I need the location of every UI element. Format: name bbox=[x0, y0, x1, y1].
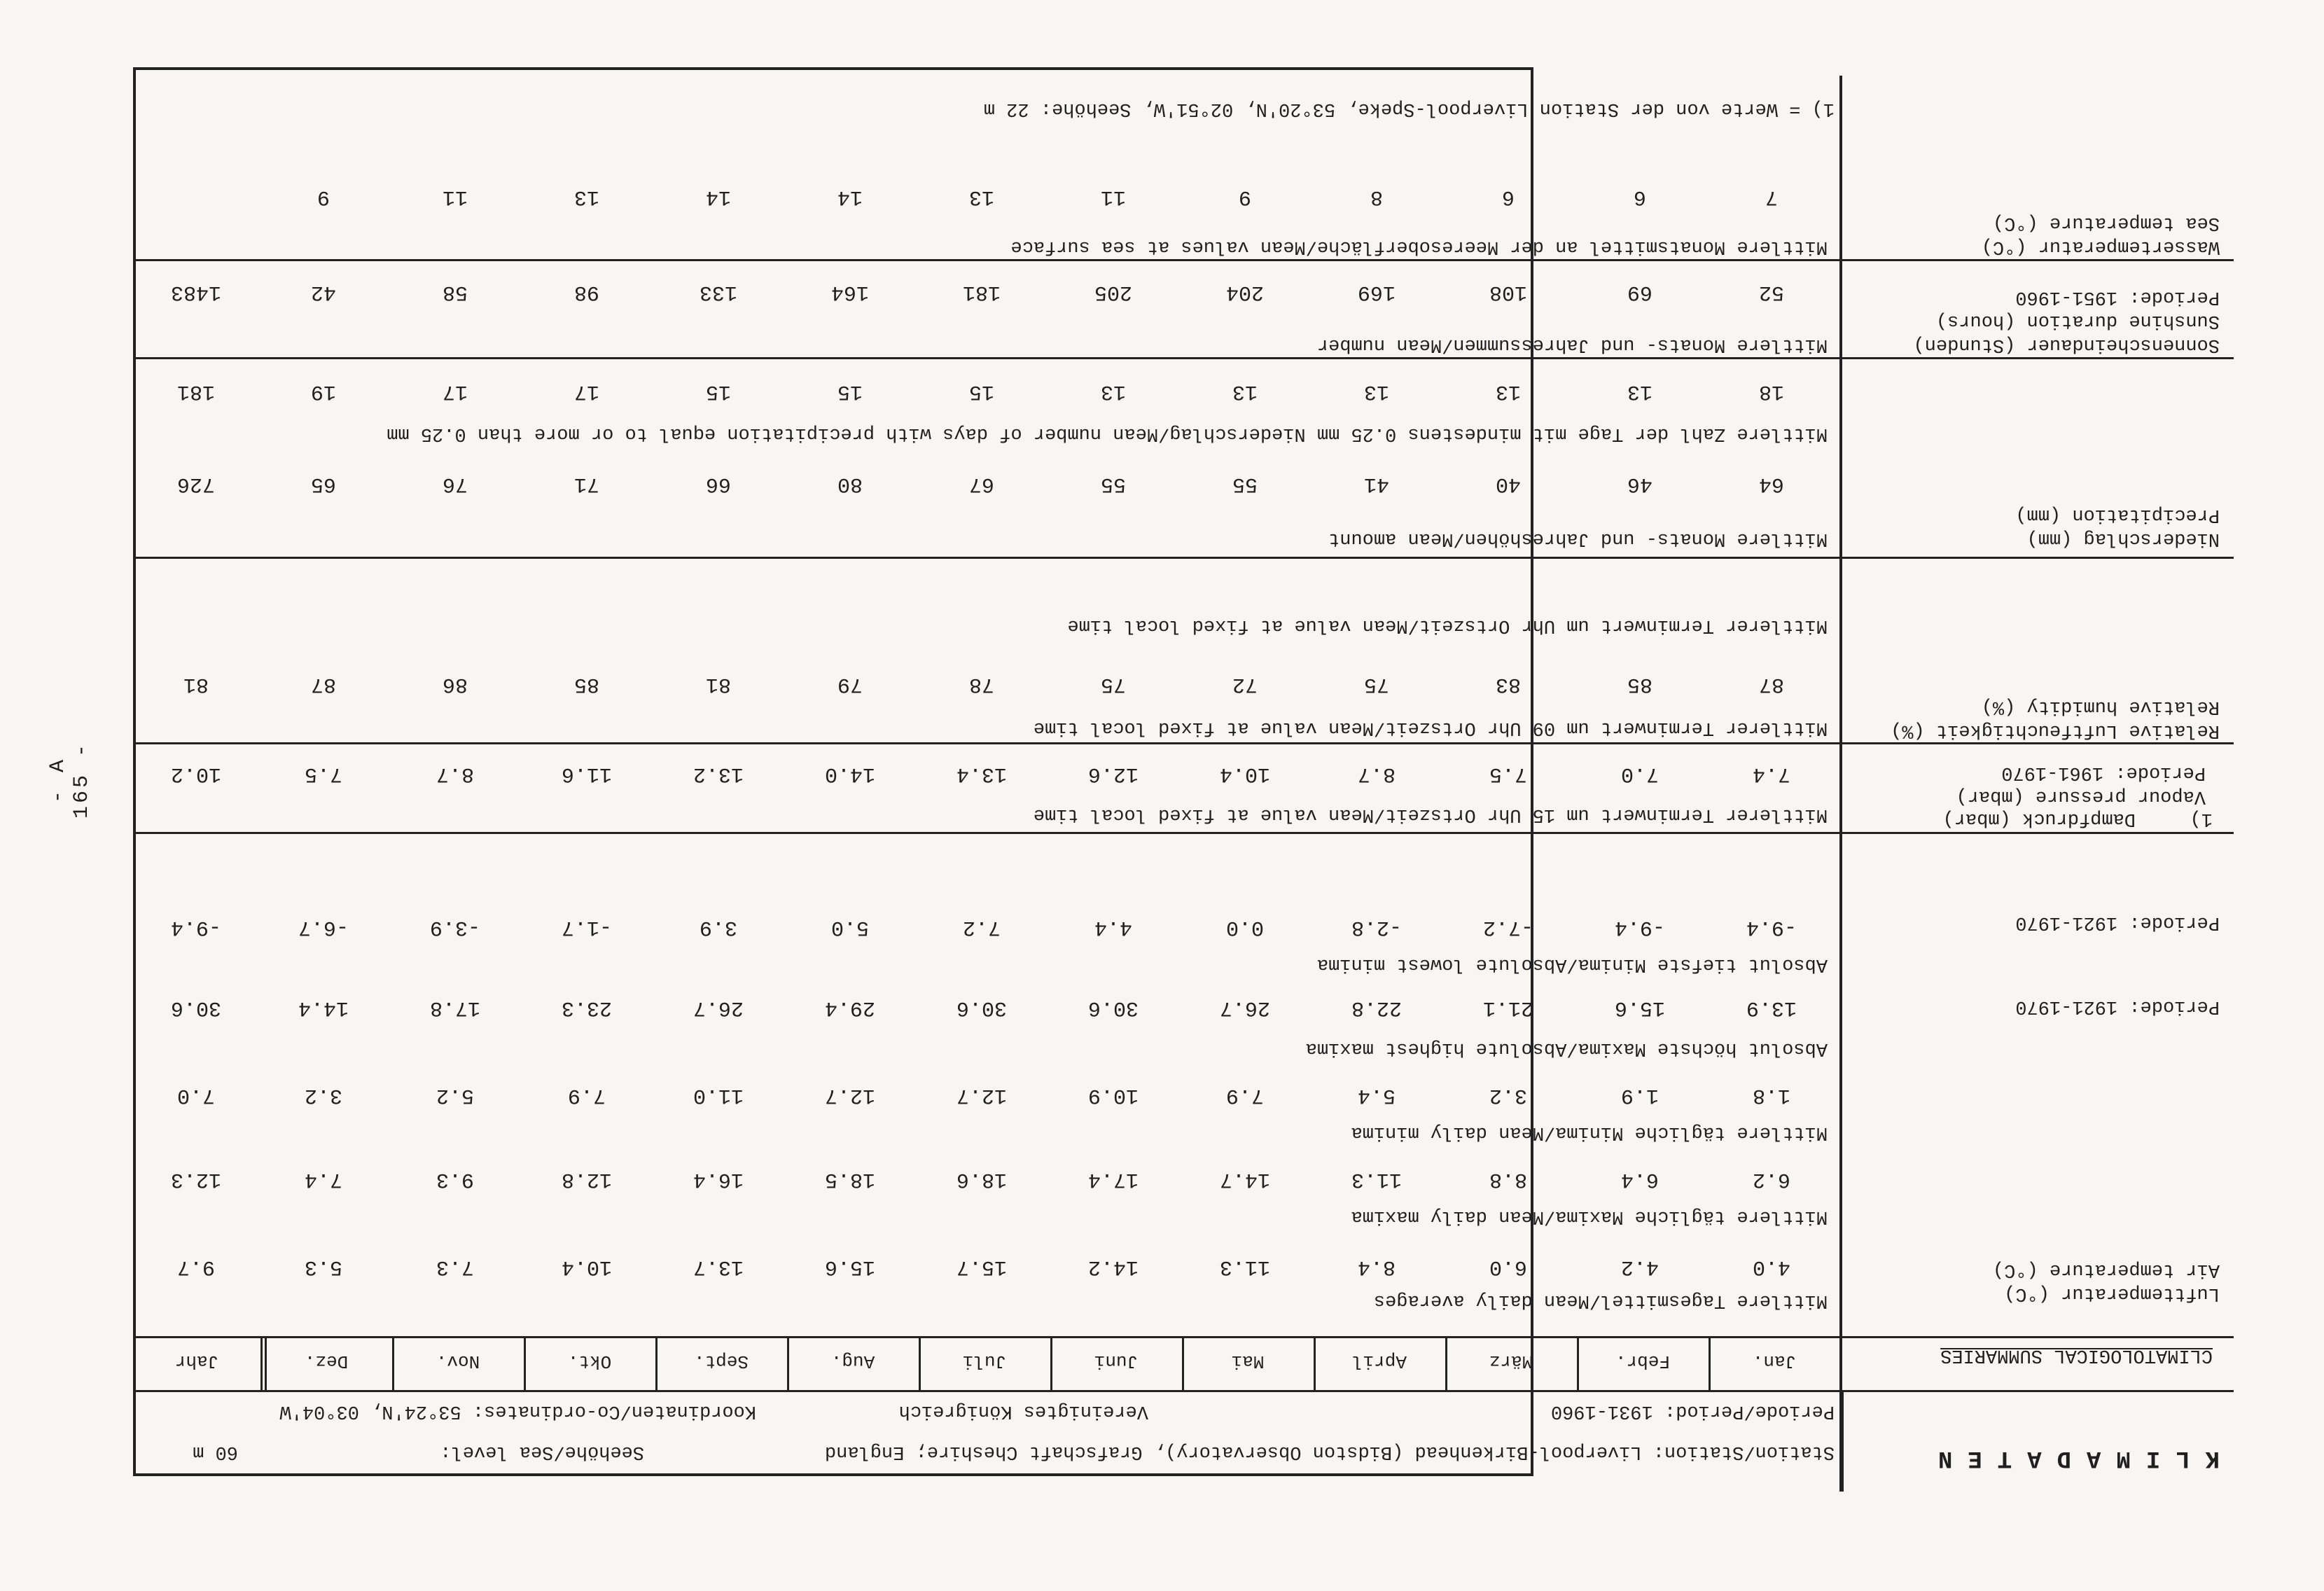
air-row-0-8: 13.7 bbox=[693, 1255, 744, 1279]
air-row-desc-4: Absolut tiefste Minima/Absolute lowest minima bbox=[1316, 954, 1828, 975]
air-period-1: Periode: 1921-1970 bbox=[2015, 996, 2220, 1017]
air-row-desc-0: Mittlere Tagesmittel/Mean daily averages bbox=[1373, 1290, 1828, 1311]
subtitle: CLIMATOLOGICAL SUMMARIES bbox=[1940, 1345, 2213, 1366]
sun-row-5: 205 bbox=[1094, 280, 1133, 304]
hum-row-9: 85 bbox=[574, 672, 600, 696]
hum-row-7: 79 bbox=[837, 672, 863, 696]
vap-row-7: 14.0 bbox=[825, 762, 876, 786]
vap-label-1: Dampfdruck (mbar) bbox=[1942, 808, 2136, 829]
vap-label-2: Vapour pressure (mbar) bbox=[1956, 786, 2206, 807]
precip-row-0: 64 bbox=[1759, 472, 1785, 496]
sun-row-11: 42 bbox=[311, 280, 337, 304]
air-row-1-9: 12.8 bbox=[562, 1167, 613, 1191]
precip-days-row-5: 13 bbox=[1101, 380, 1127, 403]
footnote: 1) = Werte von der Station Liverpool-Speke, 53°20'N, 02°51'W, Seehöhe: 22 m bbox=[983, 98, 1835, 119]
sea-row-11: 9 bbox=[317, 185, 330, 209]
air-row-4-5: 4.4 bbox=[1094, 915, 1133, 939]
coordinates: Koordinaten/Co-ordinates: 53°24'N, 03°04'W bbox=[279, 1401, 756, 1422]
title-box-left bbox=[1842, 1390, 1844, 1492]
precip-row-10: 76 bbox=[443, 472, 468, 496]
sun-row-8: 133 bbox=[700, 280, 738, 304]
hum-row-12: 81 bbox=[183, 672, 209, 696]
month-header-0: Jan. bbox=[1752, 1351, 1797, 1372]
station-line: Station/Station: Liverpool-Birkenhead (Bidston Observatory), Grafschaft Cheshire; England bbox=[824, 1441, 1835, 1462]
air-row-1-5: 17.4 bbox=[1088, 1167, 1139, 1191]
page-number: - A 165 - bbox=[46, 742, 94, 819]
air-row-0-4: 11.3 bbox=[1220, 1255, 1271, 1279]
hum-desc-1: Mittlerer Terminwert um 09 Uhr Ortszeit/Mean value at fixed local time bbox=[1033, 717, 1828, 738]
month-header-7: Aug. bbox=[830, 1351, 875, 1372]
vap-row-2: 7.5 bbox=[1489, 762, 1528, 786]
air-row-0-1: 4.2 bbox=[1621, 1255, 1659, 1279]
air-row-2-8: 11.0 bbox=[693, 1083, 744, 1107]
precip-days-desc: Mittlere Zahl der Tage mit mindestens 0.25 mm Niederschlag/Mean number of days with precipitation equal to or more than 0.25 mm bbox=[387, 423, 1828, 444]
precip-row-3: 41 bbox=[1364, 472, 1390, 496]
precip-row-5: 55 bbox=[1101, 472, 1127, 496]
air-row-2-11: 3.2 bbox=[305, 1083, 343, 1107]
vap-row-9: 11.6 bbox=[562, 762, 613, 786]
month-col-rule bbox=[1709, 1336, 1711, 1390]
air-row-3-3: 22.8 bbox=[1351, 996, 1403, 1020]
air-row-2-9: 7.9 bbox=[568, 1083, 606, 1107]
hum-row-8: 81 bbox=[706, 672, 732, 696]
air-row-2-1: 1.9 bbox=[1621, 1083, 1659, 1107]
sun-row-9: 98 bbox=[574, 280, 600, 304]
air-row-1-12: 12.3 bbox=[171, 1167, 222, 1191]
air-row-0-6: 15.7 bbox=[956, 1255, 1008, 1279]
air-row-2-5: 10.9 bbox=[1088, 1083, 1139, 1107]
section-rule bbox=[133, 557, 2234, 559]
hum-row-4: 72 bbox=[1232, 672, 1258, 696]
air-row-4-2: -7.2 bbox=[1483, 915, 1534, 939]
elevation-value: 60 m bbox=[193, 1441, 238, 1462]
sun-row-0: 52 bbox=[1759, 280, 1785, 304]
air-row-0-9: 10.4 bbox=[562, 1255, 613, 1279]
air-row-4-9: -1.7 bbox=[562, 915, 613, 939]
vap-row-8: 13.2 bbox=[693, 762, 744, 786]
air-period-2: Periode: 1921-1970 bbox=[2015, 912, 2220, 933]
sea-row-4: 9 bbox=[1239, 185, 1252, 209]
sea-row-6: 13 bbox=[969, 185, 995, 209]
country: Vereinigtes Königreich bbox=[898, 1401, 1148, 1422]
precip-days-row-2: 13 bbox=[1496, 380, 1522, 403]
sun-row-6: 181 bbox=[963, 280, 1001, 304]
hum-row-6: 78 bbox=[969, 672, 995, 696]
air-row-3-11: 14.4 bbox=[298, 996, 349, 1020]
vap-row-0: 7.4 bbox=[1753, 762, 1791, 786]
month-col-rule bbox=[787, 1336, 789, 1390]
precip-days-row-6: 15 bbox=[969, 380, 995, 403]
vap-row-5: 12.6 bbox=[1088, 762, 1139, 786]
air-row-4-8: 3.9 bbox=[700, 915, 738, 939]
air-row-3-8: 26.7 bbox=[693, 996, 744, 1020]
precip-row-7: 80 bbox=[837, 472, 863, 496]
air-row-3-7: 29.4 bbox=[825, 996, 876, 1020]
precip-row-9: 71 bbox=[574, 472, 600, 496]
elevation-label: Seehöhe/Sea level: bbox=[440, 1441, 644, 1462]
precip-label-1: Niederschlag (mm) bbox=[2026, 528, 2220, 549]
vap-row-6: 13.4 bbox=[956, 762, 1008, 786]
precip-row-12: 726 bbox=[177, 472, 216, 496]
sun-row-1: 69 bbox=[1627, 280, 1653, 304]
precip-days-row-11: 19 bbox=[311, 380, 337, 403]
air-row-0-11: 5.3 bbox=[305, 1255, 343, 1279]
air-row-2-10: 5.2 bbox=[436, 1083, 475, 1107]
air-row-0-3: 8.4 bbox=[1358, 1255, 1396, 1279]
sun-row-3: 169 bbox=[1358, 280, 1396, 304]
month-header-6: Juli bbox=[962, 1351, 1007, 1372]
vap-desc: Mittlerer Terminwert um 15 Uhr Ortszeit/Mean value at fixed local time bbox=[1033, 804, 1828, 825]
air-row-0-0: 4.0 bbox=[1753, 1255, 1791, 1279]
sea-row-3: 8 bbox=[1370, 185, 1384, 209]
air-row-1-7: 18.5 bbox=[825, 1167, 876, 1191]
air-row-4-3: -2.8 bbox=[1351, 915, 1403, 939]
month-col-rule bbox=[919, 1336, 921, 1390]
section-rule bbox=[133, 259, 2234, 261]
sun-row-10: 58 bbox=[443, 280, 468, 304]
vap-row-11: 7.5 bbox=[305, 762, 343, 786]
hum-row-0: 87 bbox=[1759, 672, 1785, 696]
air-row-3-0: 13.9 bbox=[1746, 996, 1797, 1020]
air-row-1-11: 7.4 bbox=[305, 1167, 343, 1191]
month-col-rule bbox=[260, 1336, 263, 1390]
precip-row-2: 40 bbox=[1496, 472, 1522, 496]
month-col-rule bbox=[1445, 1336, 1447, 1390]
air-row-4-12: -9.4 bbox=[171, 915, 222, 939]
air-temp-label-de: Lufttemperatur (°C) bbox=[2004, 1283, 2220, 1304]
sun-row-4: 204 bbox=[1226, 280, 1265, 304]
title-divider bbox=[133, 1390, 2234, 1392]
air-row-desc-2: Mittlere tägliche Minima/Mean daily minima bbox=[1351, 1122, 1828, 1143]
air-row-desc-1: Mittlere tägliche Maxima/Mean daily maxima bbox=[1351, 1206, 1828, 1227]
sea-row-9: 13 bbox=[574, 185, 600, 209]
precip-days-row-7: 15 bbox=[837, 380, 863, 403]
air-row-2-12: 7.0 bbox=[177, 1083, 216, 1107]
jahr-col-rule-double bbox=[265, 1336, 267, 1390]
air-row-1-3: 11.3 bbox=[1351, 1167, 1403, 1191]
month-header-12: Jahr bbox=[174, 1351, 219, 1372]
vap-row-3: 8.7 bbox=[1358, 762, 1396, 786]
air-row-2-2: 3.2 bbox=[1489, 1083, 1528, 1107]
month-col-rule bbox=[1050, 1336, 1052, 1390]
air-row-1-4: 14.7 bbox=[1220, 1167, 1271, 1191]
month-header-3: April bbox=[1352, 1351, 1407, 1372]
air-row-4-10: -3.9 bbox=[430, 915, 481, 939]
precip-days-row-1: 13 bbox=[1627, 380, 1653, 403]
air-row-1-10: 9.3 bbox=[436, 1167, 475, 1191]
section-rule bbox=[133, 357, 2234, 359]
sea-row-7: 14 bbox=[837, 185, 863, 209]
air-row-desc-3: Absolut höchste Maxima/Absolute highest maxima bbox=[1305, 1038, 1828, 1059]
precip-row-8: 66 bbox=[706, 472, 732, 496]
air-row-2-7: 12.7 bbox=[825, 1083, 876, 1107]
air-row-1-0: 6.2 bbox=[1753, 1167, 1791, 1191]
hum-row-10: 86 bbox=[443, 672, 468, 696]
precip-row-11: 65 bbox=[311, 472, 337, 496]
air-row-2-3: 5.4 bbox=[1358, 1083, 1396, 1107]
month-header-10: Nov. bbox=[436, 1351, 480, 1372]
month-header-11: Dez. bbox=[304, 1351, 349, 1372]
precip-days-row-4: 13 bbox=[1232, 380, 1258, 403]
month-col-rule bbox=[1314, 1336, 1316, 1390]
air-row-2-6: 12.7 bbox=[956, 1083, 1008, 1107]
precip-row-6: 67 bbox=[969, 472, 995, 496]
air-row-4-6: 7.2 bbox=[963, 915, 1001, 939]
air-row-4-0: -9.4 bbox=[1746, 915, 1797, 939]
air-row-3-10: 17.8 bbox=[430, 996, 481, 1020]
sun-label-2: Sunshine duration (hours) bbox=[1935, 310, 2220, 331]
precip-row-1: 46 bbox=[1627, 472, 1653, 496]
sun-row-7: 164 bbox=[831, 280, 870, 304]
period-line: Periode/Period: 1931-1960 bbox=[1550, 1401, 1835, 1422]
air-row-3-12: 30.6 bbox=[171, 996, 222, 1020]
air-row-1-8: 16.4 bbox=[693, 1167, 744, 1191]
sea-row-10: 11 bbox=[443, 185, 468, 209]
air-row-1-2: 8.8 bbox=[1489, 1167, 1528, 1191]
sun-label-1: Sonnenscheindauer (Stunden) bbox=[1913, 334, 2220, 355]
vap-row-10: 8.7 bbox=[436, 762, 475, 786]
month-col-rule bbox=[655, 1336, 657, 1390]
precip-days-row-8: 15 bbox=[706, 380, 732, 403]
vap-row-12: 10.2 bbox=[171, 762, 222, 786]
sea-row-0: 7 bbox=[1765, 185, 1779, 209]
air-row-2-4: 7.9 bbox=[1226, 1083, 1265, 1107]
air-temp-label-en: Air temperature (°C) bbox=[1992, 1259, 2220, 1280]
air-row-1-1: 6.4 bbox=[1621, 1167, 1659, 1191]
air-row-4-1: -9.4 bbox=[1615, 915, 1666, 939]
vap-row-1: 7.0 bbox=[1621, 762, 1659, 786]
sun-row-2: 108 bbox=[1489, 280, 1528, 304]
label-column-divider-2 bbox=[1839, 76, 1842, 1492]
month-header-4: Mai bbox=[1231, 1351, 1265, 1372]
sea-label-2: Sea temperature (°C) bbox=[1992, 212, 2220, 233]
air-row-4-11: -6.7 bbox=[298, 915, 349, 939]
month-col-rule bbox=[1577, 1336, 1579, 1390]
sun-desc: Mittlere Monats- und Jahressummen/Mean number bbox=[1316, 334, 1828, 355]
precip-days-row-12: 181 bbox=[177, 380, 216, 403]
precip-days-row-10: 17 bbox=[443, 380, 468, 403]
air-row-3-1: 15.6 bbox=[1615, 996, 1666, 1020]
precip-days-row-9: 17 bbox=[574, 380, 600, 403]
section-rule bbox=[133, 742, 2234, 744]
air-row-0-10: 7.3 bbox=[436, 1255, 475, 1279]
air-row-0-7: 15.6 bbox=[825, 1255, 876, 1279]
sea-row-2: 6 bbox=[1502, 185, 1515, 209]
air-row-1-6: 18.6 bbox=[956, 1167, 1008, 1191]
month-header-2: März bbox=[1489, 1351, 1533, 1372]
air-row-0-5: 14.2 bbox=[1088, 1255, 1139, 1279]
sea-desc: Mittlere Monatsmittel an der Meeresoberfläche/Mean values at sea surface bbox=[1010, 236, 1828, 257]
title: KLIMADATEN bbox=[1922, 1445, 2220, 1471]
air-row-0-2: 6.0 bbox=[1489, 1255, 1528, 1279]
air-row-4-4: 0.0 bbox=[1226, 915, 1265, 939]
hum-desc-2: Mittlerer Terminwert um Uhr Ortszeit/Mean value at fixed local time bbox=[1067, 615, 1828, 636]
vap-note: 1) bbox=[2190, 808, 2213, 829]
hum-row-2: 83 bbox=[1496, 672, 1522, 696]
precip-label-2: Precipitation (mm) bbox=[2015, 504, 2220, 525]
air-row-3-6: 30.6 bbox=[956, 996, 1008, 1020]
air-row-0-12: 9.7 bbox=[177, 1255, 216, 1279]
hum-label-1: Relative Luftfeuchtigkeit (%) bbox=[1891, 720, 2220, 741]
precip-days-row-0: 18 bbox=[1759, 380, 1785, 403]
hum-label-2: Relative humidity (%) bbox=[1981, 696, 2220, 717]
sun-label-3: Periode: 1951-1960 bbox=[2015, 286, 2220, 307]
air-row-3-9: 23.3 bbox=[562, 996, 613, 1020]
hum-row-11: 87 bbox=[311, 672, 337, 696]
month-header-8: Sept. bbox=[694, 1351, 749, 1372]
month-col-rule bbox=[392, 1336, 394, 1390]
sun-row-12: 1483 bbox=[171, 280, 222, 304]
air-row-3-2: 21.1 bbox=[1483, 996, 1534, 1020]
month-header-5: Juni bbox=[1094, 1351, 1139, 1372]
air-row-4-7: 5.0 bbox=[831, 915, 870, 939]
vap-label-3: Periode: 1961-1970 bbox=[2001, 762, 2206, 783]
sea-label-1: Wassertemperatur (°C) bbox=[1981, 236, 2220, 257]
sea-row-1: 6 bbox=[1634, 185, 1647, 209]
month-col-rule bbox=[1182, 1336, 1184, 1390]
hum-row-3: 75 bbox=[1364, 672, 1390, 696]
hum-row-5: 75 bbox=[1101, 672, 1127, 696]
month-col-rule bbox=[524, 1336, 526, 1390]
sea-row-8: 14 bbox=[706, 185, 732, 209]
precip-row-4: 55 bbox=[1232, 472, 1258, 496]
month-header-1: Febr. bbox=[1615, 1351, 1671, 1372]
precip-desc-1: Mittlere Monats- und Jahreshöhen/Mean amount bbox=[1328, 528, 1828, 549]
precip-days-row-3: 13 bbox=[1364, 380, 1390, 403]
section-rule bbox=[133, 832, 2234, 834]
air-row-3-5: 30.6 bbox=[1088, 996, 1139, 1020]
month-header-9: Okt. bbox=[567, 1351, 612, 1372]
vap-row-4: 10.4 bbox=[1220, 762, 1271, 786]
air-row-2-0: 1.8 bbox=[1753, 1083, 1791, 1107]
hum-row-1: 85 bbox=[1627, 672, 1653, 696]
sea-row-5: 11 bbox=[1101, 185, 1127, 209]
air-row-3-4: 26.7 bbox=[1220, 996, 1271, 1020]
